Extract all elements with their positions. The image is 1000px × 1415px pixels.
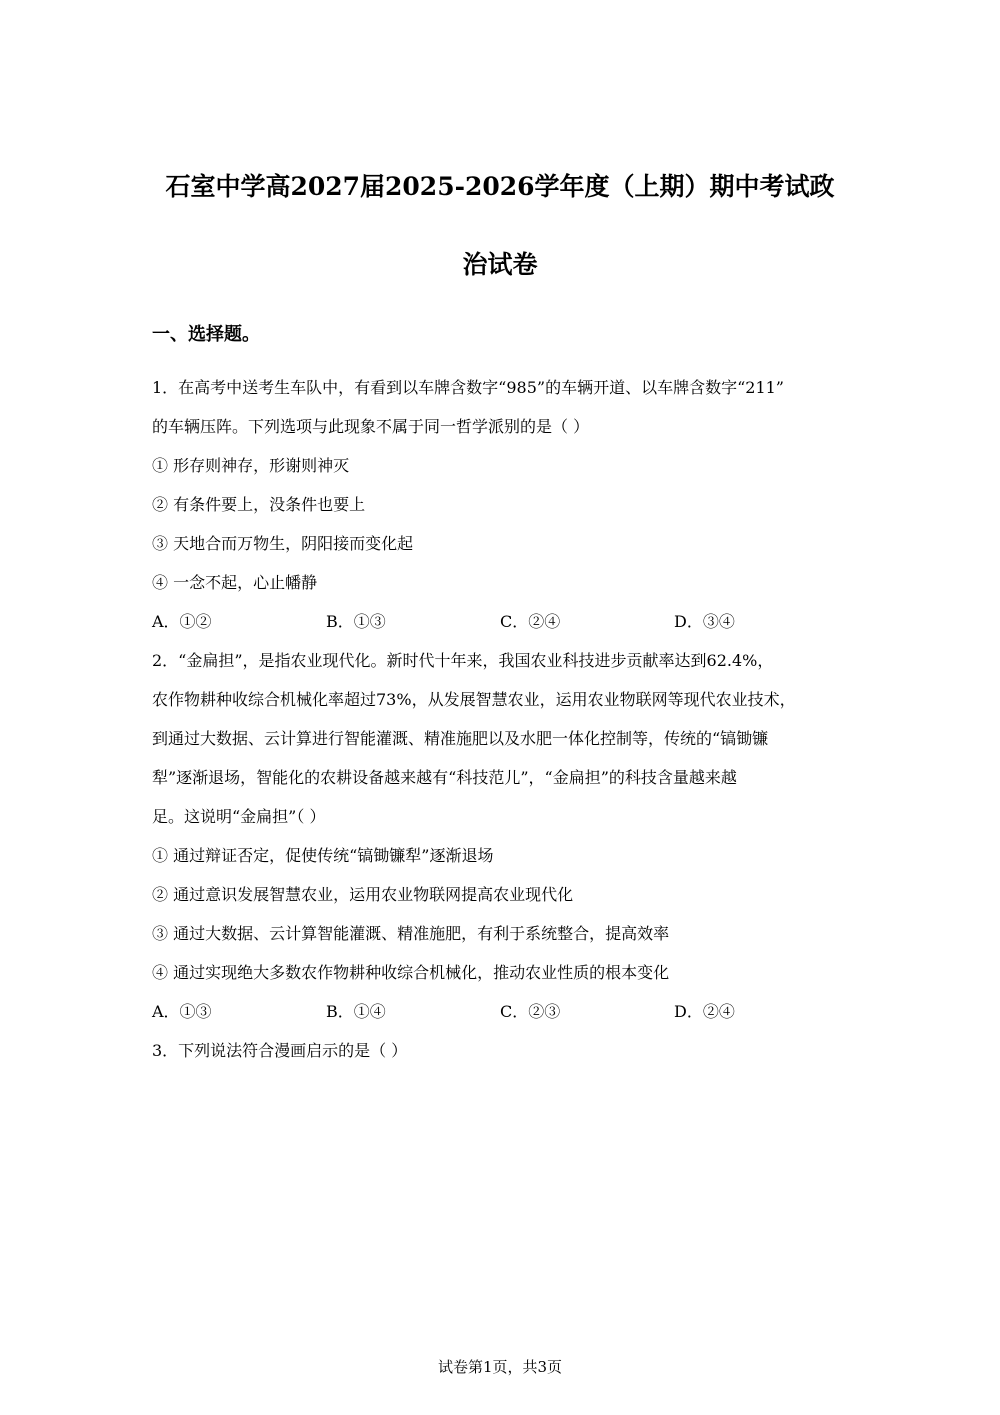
q2-option-b[interactable]: B．①④ xyxy=(326,1002,386,1021)
q1-stem-line-1: 1．在高考中送考生车队中，有看到以车牌含数字“985”的车辆开道、以车牌含数字“211” xyxy=(152,378,784,397)
q2-stem-line-4: 犁”逐渐退场，智能化的农耕设备越来越有“科技范儿”，“金扁担”的科技含量越来越 xyxy=(152,768,737,787)
q1-option-b[interactable]: B．①③ xyxy=(326,612,386,631)
q2-stem-line-2: 农作物耕种收综合机械化率超过73%，从发展智慧农业，运用农业物联网等现代农业技术， xyxy=(152,690,796,709)
q2-item-1: ① 通过辩证否定，促使传统“镐锄镰犁”逐渐退场 xyxy=(152,846,494,865)
q2-option-a[interactable]: A．①③ xyxy=(152,1002,212,1021)
exam-title-line-2: 治试卷 xyxy=(462,250,538,279)
q1-item-1: ① 形存则神存，形谢则神灭 xyxy=(152,456,350,475)
q2-stem-line-5: 足。这说明“金扁担”（ ） xyxy=(152,807,326,826)
section-heading: 一、选择题。 xyxy=(152,324,260,345)
q1-item-2: ② 有条件要上，没条件也要上 xyxy=(152,495,366,514)
q2-item-4: ④ 通过实现绝大多数农作物耕种收综合机械化，推动农业性质的根本变化 xyxy=(152,963,670,982)
q2-item-3: ③ 通过大数据、云计算智能灌溉、精准施肥，有利于系统整合，提高效率 xyxy=(152,924,670,943)
q2-stem-line-1: 2．“金扁担”，是指农业现代化。新时代十年来，我国农业科技进步贡献率达到62.4%， xyxy=(152,651,774,670)
q1-item-4: ④ 一念不起，心止幡静 xyxy=(152,573,318,592)
q2-option-d[interactable]: D．②④ xyxy=(674,1002,735,1021)
q1-option-c[interactable]: C．②④ xyxy=(500,612,561,631)
q1-item-3: ③ 天地合而万物生，阴阳接而变化起 xyxy=(152,534,414,553)
page-footer: 试卷第1页，共3页 xyxy=(437,1358,563,1376)
q2-item-2: ② 通过意识发展智慧农业，运用农业物联网提高农业现代化 xyxy=(152,885,574,904)
q2-stem-line-3: 到通过大数据、云计算进行智能灌溉、精准施肥以及水肥一体化控制等，传统的“镐锄镰 xyxy=(152,729,769,748)
exam-title-line-1: 石室中学高2027届2025-2026学年度（上期）期中考试政 xyxy=(165,172,835,201)
q2-option-c[interactable]: C．②③ xyxy=(500,1002,561,1021)
q1-option-d[interactable]: D．③④ xyxy=(674,612,735,631)
q3-stem-line-1: 3．下列说法符合漫画启示的是（ ） xyxy=(152,1041,408,1060)
q1-option-a[interactable]: A．①② xyxy=(152,612,212,631)
q1-stem-line-2: 的车辆压阵。下列选项与此现象不属于同一哲学派别的是（ ） xyxy=(152,417,590,436)
